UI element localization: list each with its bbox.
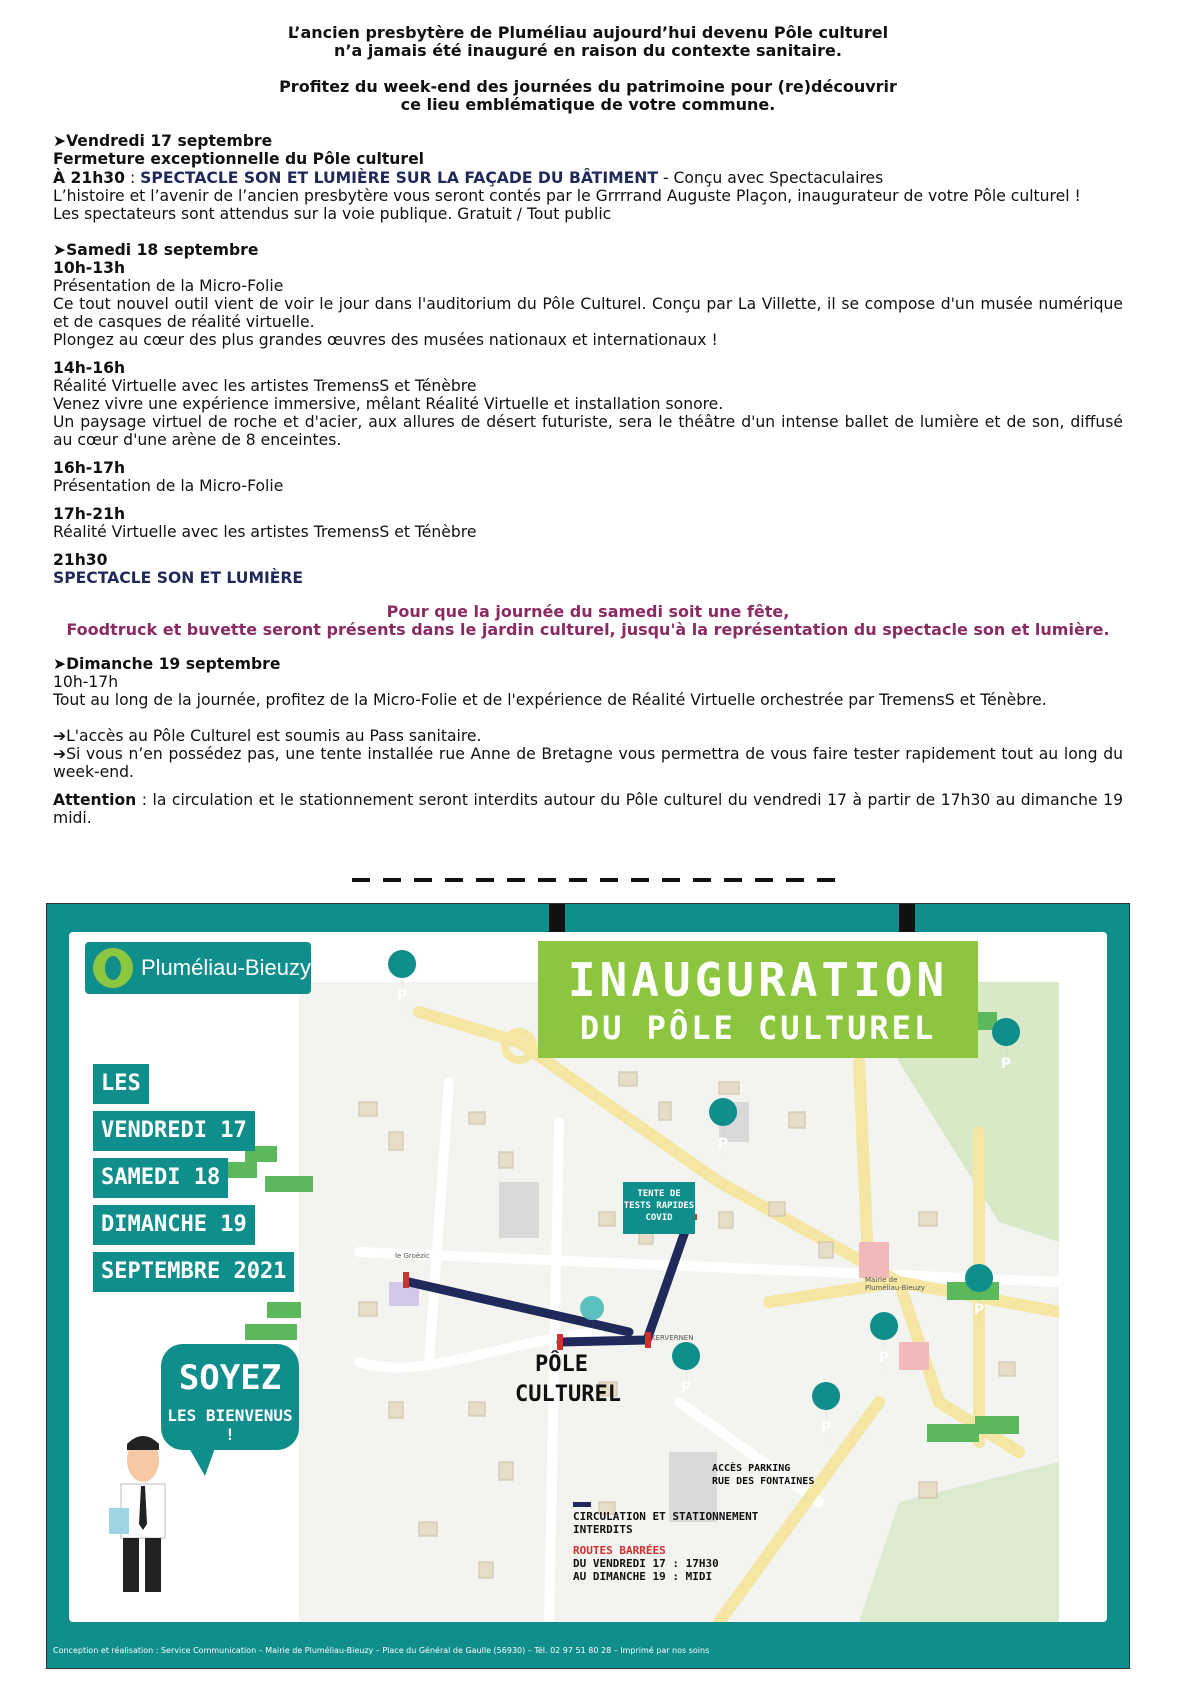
- map-label-mairie: Mairie de Pluméliau-Bieuzy: [865, 1276, 925, 1292]
- saturday-heading: ➤Samedi 18 septembre: [53, 241, 259, 259]
- intro-line-2: n’a jamais été inauguré en raison du contexte sanitaire.: [334, 41, 842, 60]
- saturday-slot-1-time: 10h-13h: [53, 259, 126, 277]
- friday-heading: ➤Vendredi 17 septembre: [53, 132, 273, 150]
- saturday-slot-1-title: Présentation de la Micro-Folie: [53, 277, 284, 295]
- saturday-slot-2-time: 14h-16h: [53, 359, 126, 377]
- saturday-slot-2-title: Réalité Virtuelle avec les artistes TremensS et Ténèbre: [53, 377, 477, 395]
- saturday-slot-5-time: 21h30: [53, 551, 108, 569]
- welcome-bubble-line-1: SOYEZ: [178, 1358, 282, 1398]
- parking-label-1: ACCÈS PARKING: [712, 1463, 791, 1474]
- poster-footer: Conception et réalisation : Service Communication – Mairie de Pluméliau-Bieuzy – Place du Général de Gaulle (56930) – Tél. 02 97 51 80 28 – Imprimé par nos soins: [53, 1646, 710, 1655]
- friday-designed: - Conçu avec Spectaculaires: [657, 169, 884, 187]
- intro-line-4: ce lieu emblématique de votre commune.: [400, 95, 776, 114]
- legend-line-2: INTERDITS: [573, 1523, 633, 1536]
- friday-text-2: Les spectateurs sont attendus sur la voie publique. Gratuit / Tout public: [53, 205, 612, 223]
- saturday-slot-2-text: Venez vivre une expérience immersive, mêlant Réalité Virtuelle et installation sonore.: [53, 395, 724, 413]
- date-tag-september: SEPTEMBRE 2021: [93, 1252, 294, 1292]
- friday-show: SPECTACLE SON ET LUMIÈRE SUR LA FAÇADE DU BÂTIMENT: [140, 169, 658, 187]
- intro-line-1: L’ancien presbytère de Pluméliau aujourd’hui devenu Pôle culturel: [287, 23, 889, 42]
- poster-title-line-2: DU PÔLE CULTUREL: [579, 1009, 937, 1047]
- parking-letter: P: [717, 1136, 729, 1152]
- note-pass: ➔L'accès au Pôle Culturel est soumis au Pass sanitaire.: [53, 727, 482, 745]
- festive-line-1: Pour que la journée du samedi soit une fête,: [386, 602, 790, 621]
- map-label-kervernen: KERVERNEN: [651, 1334, 694, 1342]
- saturday-slot-1-text: Ce tout nouvel outil vient de voir le jour dans l'auditorium du Pôle Culturel. Conçu par La Villette, il se compose d'un musée numérique et de casques de réalité virtuelle.: [53, 295, 1123, 331]
- parking-letter: P: [973, 1302, 985, 1318]
- legend-line-5: AU DIMANCHE 19 : MIDI: [573, 1570, 713, 1583]
- saturday-slot-2-text-2: Un paysage virtuel de roche et d'acier, aux allures de désert futuriste, sera le théâtre d'un intense ballet de lumière et de son, diffusé au cœur d'une arène de 8 enceintes.: [53, 413, 1123, 449]
- saturday-slot-4-title: Réalité Virtuelle avec les artistes TremensS et Ténèbre: [53, 523, 477, 541]
- festive-line-2: Foodtruck et buvette seront présents dans le jardin culturel, jusqu'à la représentation du spectacle son et lumière.: [66, 620, 1110, 639]
- legend-line-4: DU VENDREDI 17 : 17H30: [573, 1557, 719, 1570]
- logo-text: Pluméliau-Bieuzy: [141, 955, 311, 980]
- attention-label: Attention: [53, 791, 137, 809]
- friday-time: À 21h30: [53, 169, 125, 187]
- friday-closing: Fermeture exceptionnelle du Pôle culturel: [53, 150, 425, 168]
- date-tag-sunday: DIMANCHE 19: [93, 1205, 255, 1245]
- parking-letter: P: [878, 1350, 890, 1366]
- pole-label-1: PÔLE: [535, 1352, 588, 1377]
- parking-letter: P: [396, 988, 408, 1004]
- date-tag-friday: VENDREDI 17: [93, 1111, 255, 1151]
- attention-text: : la circulation et le stationnement seront interdits autour du Pôle culturel du vendredi 17 à partir de 17h30 au dimanche 19 midi.: [53, 791, 1123, 827]
- saturday-slot-1-text-2: Plongez au cœur des plus grandes œuvres des musées nationaux et internationaux !: [53, 331, 718, 349]
- parking-letter: P: [820, 1420, 832, 1436]
- poster-title-line-1: INAUGURATION: [567, 953, 949, 1007]
- parking-letter: P: [1000, 1056, 1012, 1072]
- pole-label-2: CULTUREL: [515, 1382, 621, 1407]
- legend-line-3: ROUTES BARRÉES: [573, 1544, 666, 1557]
- friday-text-1: L’histoire et l’avenir de l’ancien presbytère vous seront contés par le Grrrrand Auguste Plaçon, inaugurateur de votre Pôle culturel !: [53, 187, 1081, 205]
- date-tag-les: LES: [93, 1064, 149, 1104]
- sunday-time: 10h-17h: [53, 673, 119, 691]
- legend-line-1: CIRCULATION ET STATIONNEMENT: [573, 1510, 759, 1523]
- note-tent: ➔Si vous n’en possédez pas, une tente installée rue Anne de Bretagne vous permettra de vous faire tester rapidement tout au long du week-end.: [53, 745, 1123, 781]
- location-pin-icon: [580, 1296, 604, 1348]
- saturday-slot-3-time: 16h-17h: [53, 459, 126, 477]
- sunday-heading: ➤Dimanche 19 septembre: [53, 655, 281, 673]
- map-label-groezic: le Groëzic: [395, 1252, 430, 1260]
- date-tag-saturday: SAMEDI 18: [93, 1158, 228, 1198]
- parking-label-2: RUE DES FONTAINES: [712, 1476, 815, 1487]
- welcome-bubble-line-2: LES BIENVENUS !: [167, 1406, 293, 1444]
- intro-line-3: Profitez du week-end des journées du patrimoine pour (re)découvrir: [279, 77, 897, 96]
- saturday-slot-5-title: SPECTACLE SON ET LUMIÈRE: [53, 569, 304, 587]
- saturday-slot-3-title: Présentation de la Micro-Folie: [53, 477, 284, 495]
- parking-letter: P: [680, 1380, 692, 1396]
- covid-tent-label: TENTE DE TESTS RAPIDES COVID: [623, 1182, 695, 1234]
- friday-sep: :: [125, 169, 141, 187]
- saturday-slot-4-time: 17h-21h: [53, 505, 126, 523]
- sunday-text: Tout au long de la journée, profitez de la Micro-Folie et de l'expérience de Réalité Virtuelle orchestrée par TremensS et Ténèbre.: [53, 691, 1047, 709]
